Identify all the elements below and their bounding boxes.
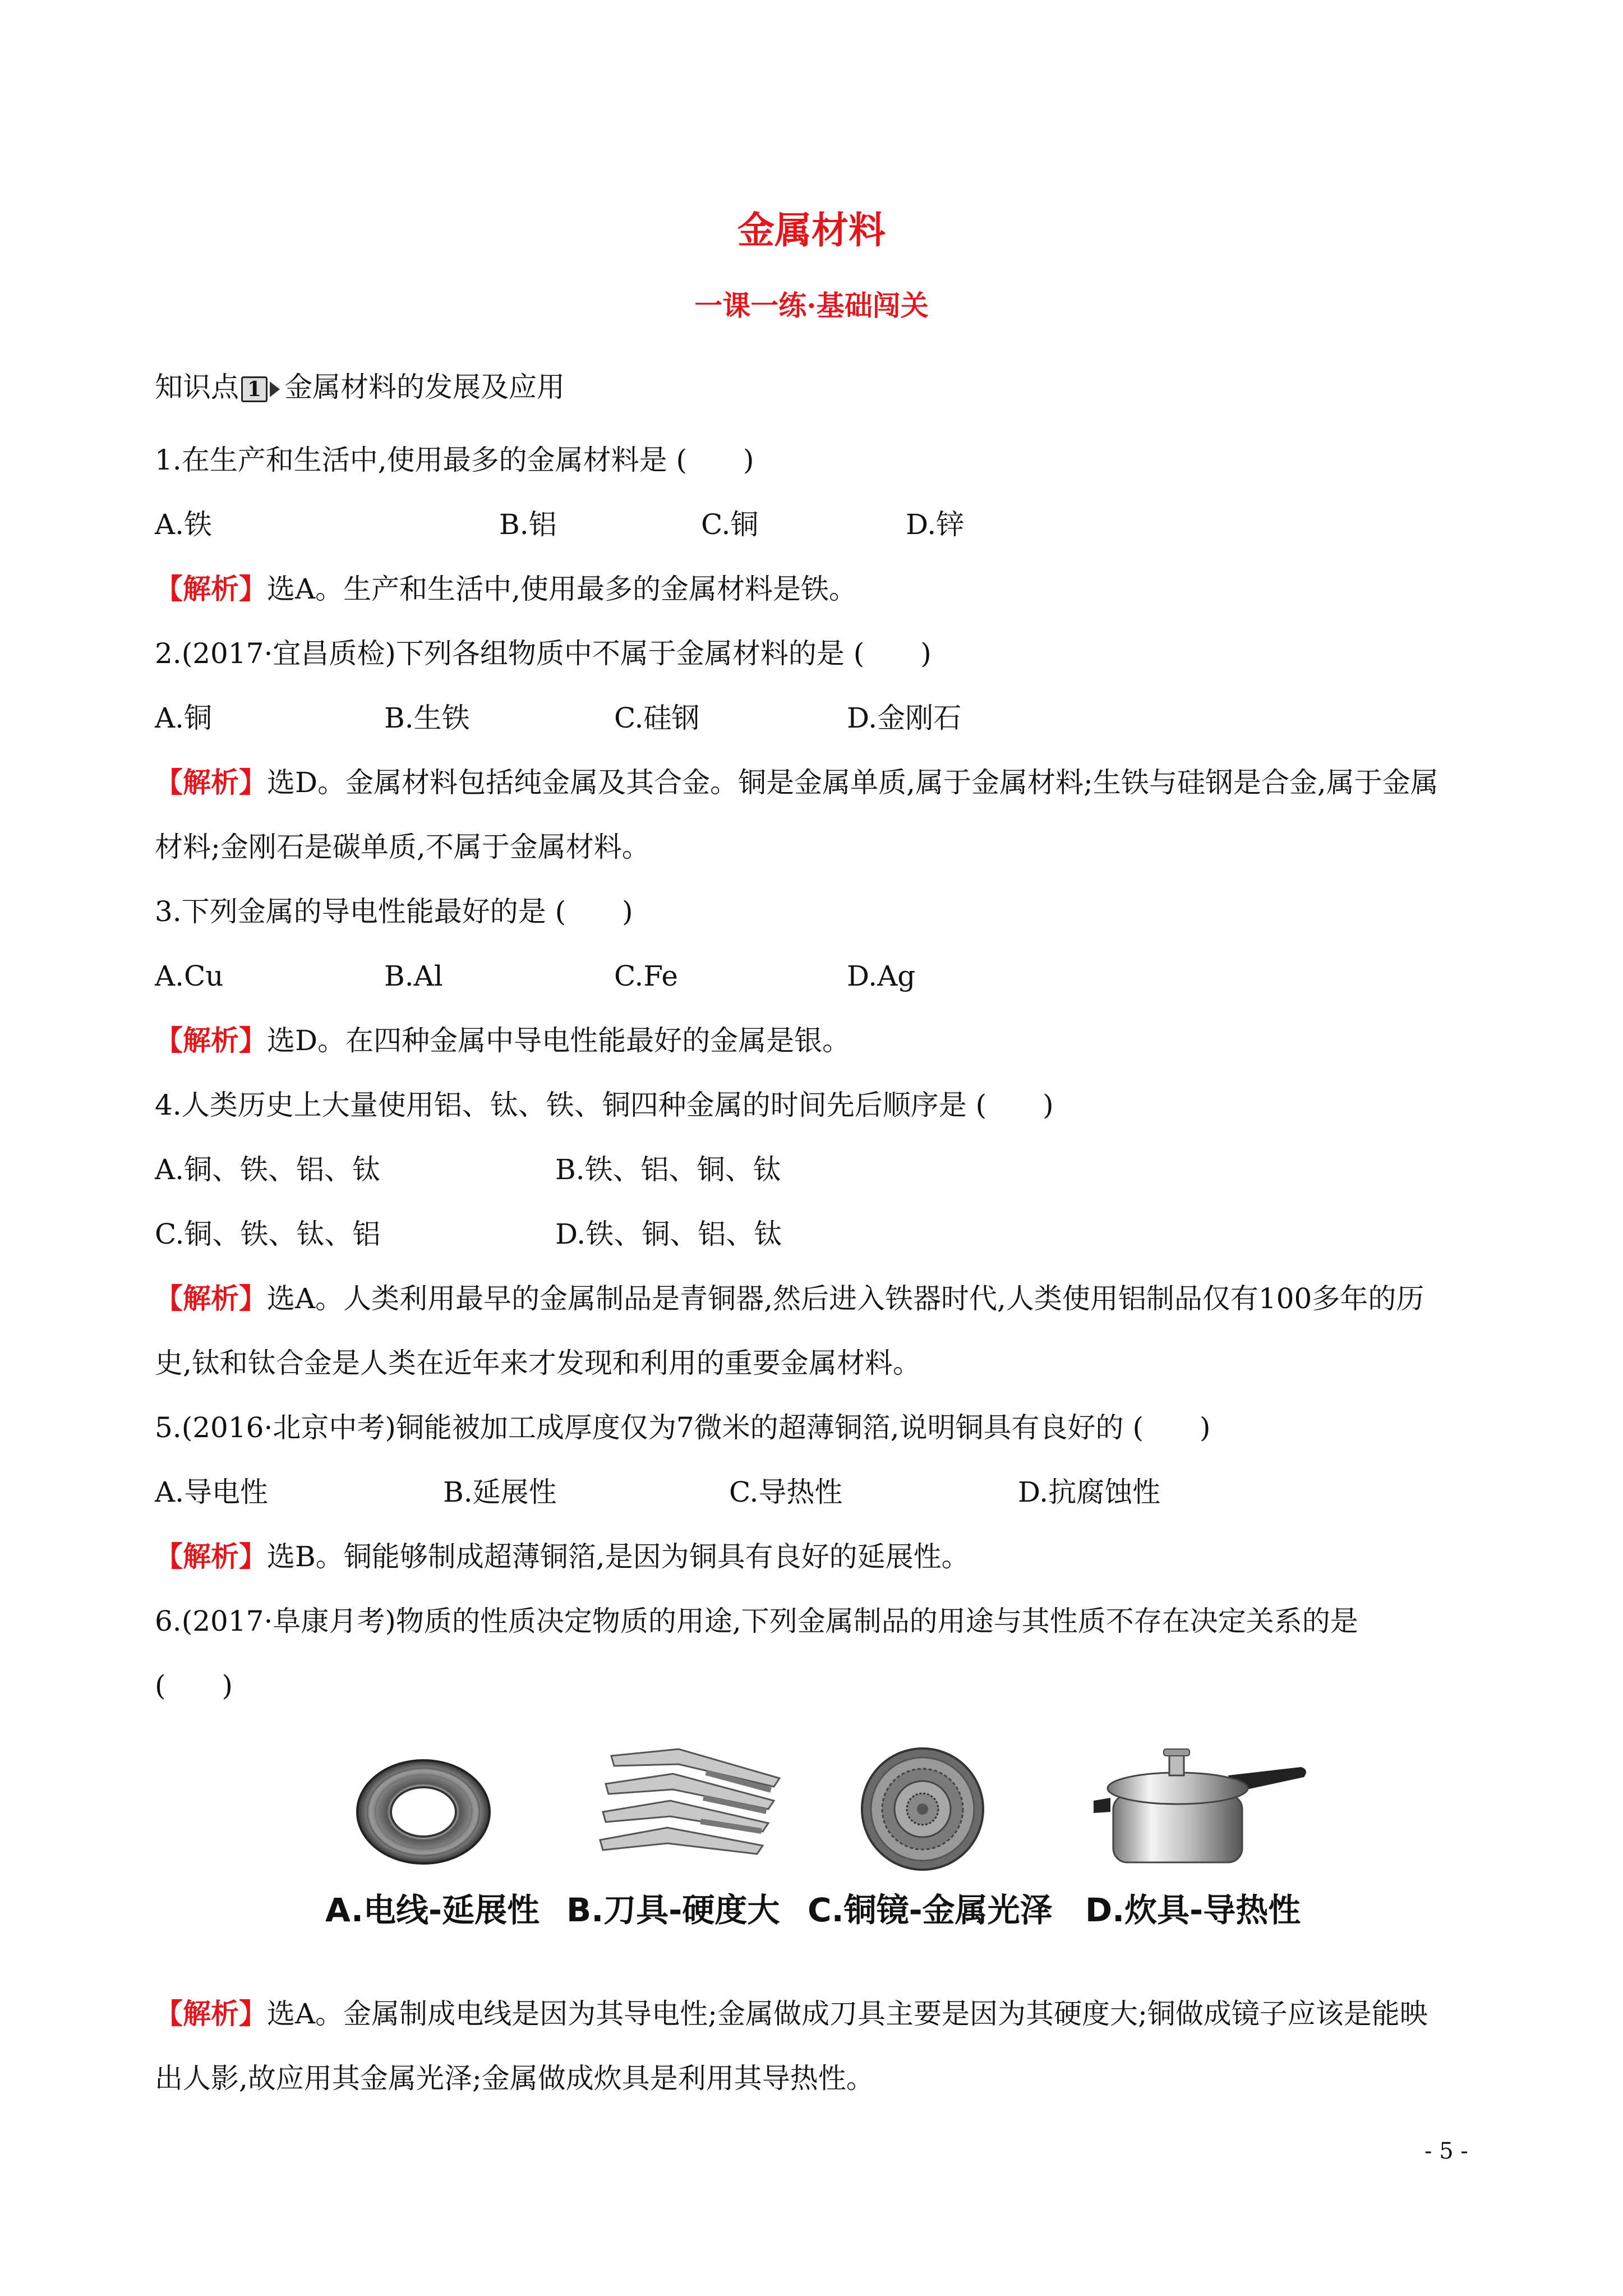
knives-image [594, 1739, 785, 1868]
q1-option-b: B.铝 [499, 508, 557, 541]
q4-option-c: C.铜、铁、钛、铝 [155, 1218, 381, 1250]
q4-option-b: B.铁、铝、铜、钛 [555, 1153, 781, 1186]
image-caption-c: C.铜镜-金属光泽 [808, 1891, 1053, 1929]
q1-option-d: D.锌 [906, 508, 965, 541]
q6-analysis-line1: 【解析】选A。金属制成电线是因为其导电性;金属做成刀具主要是因为其硬度大;铜做成镜子应该是能映 [155, 1997, 1428, 2030]
q4-analysis-line1: 【解析】选A。人类利用最早的金属制品是青铜器,然后进入铁器时代,人类使用铝制品仅有100多年的历 [155, 1282, 1424, 1315]
q1-option-c: C.铜 [701, 508, 759, 541]
q1-analysis: 【解析】选A。生产和生活中,使用最多的金属材料是铁。 [155, 572, 857, 605]
image-caption-b: B.刀具-硬度大 [566, 1891, 780, 1929]
q5-analysis: 【解析】选B。铜能够制成超薄铜箔,是因为铜具有良好的延展性。 [155, 1540, 970, 1573]
wire-coil-image [353, 1756, 494, 1868]
q4-option-a: A.铜、铁、铝、钛 [155, 1153, 381, 1186]
q5-option-c: C.导热性 [729, 1476, 843, 1508]
knowledge-point-heading: 知识点 1 金属材料的发展及应用 [155, 371, 565, 403]
question-3-stem: 3.下列金属的导电性能最好的是 ( ) [155, 895, 633, 928]
q5-option-a: A.导电性 [155, 1476, 269, 1508]
question-4-stem: 4.人类历史上大量使用铝、钛、铁、铜四种金属的时间先后顺序是 ( ) [155, 1089, 1054, 1121]
pressure-cooker-image [1088, 1745, 1312, 1874]
question-6-stem-line2: ( ) [155, 1669, 233, 1702]
q3-option-d: D.Ag [847, 960, 916, 992]
image-caption-a: A.电线-延展性 [325, 1891, 540, 1929]
arrow-icon [270, 381, 280, 397]
q2-option-d: D.金刚石 [847, 702, 962, 734]
page-title: 金属材料 [737, 208, 886, 252]
q2-analysis-line2: 材料;金刚石是碳单质,不属于金属材料。 [155, 831, 650, 863]
q3-option-c: C.Fe [614, 960, 678, 992]
q3-option-b: B.Al [384, 960, 443, 992]
q2-option-c: C.硅钢 [614, 702, 700, 734]
q2-option-b: B.生铁 [384, 702, 470, 734]
q6-analysis-line2: 出人影,故应用其金属光泽;金属做成炊具是利用其导热性。 [155, 2062, 874, 2095]
q1-option-a: A.铁 [155, 508, 213, 541]
q4-analysis-line2: 史,钛和钛合金是人类在近年来才发现和利用的重要金属材料。 [155, 1347, 921, 1379]
q5-option-d: D.抗腐蚀性 [1018, 1476, 1161, 1508]
bronze-mirror-image [858, 1745, 987, 1874]
q5-option-b: B.延展性 [443, 1476, 557, 1508]
question-2-stem: 2.(2017·宜昌质检)下列各组物质中不属于金属材料的是 ( ) [155, 637, 932, 670]
question-1-stem: 1.在生产和生活中,使用最多的金属材料是 ( ) [155, 444, 754, 476]
knowledge-number-badge: 1 [241, 376, 268, 402]
question-6-stem-line1: 6.(2017·阜康月考)物质的性质决定物质的用途,下列金属制品的用途与其性质不存在决定关系的是 [155, 1605, 1358, 1637]
page-number: - 5 - [1424, 2138, 1468, 2164]
image-caption-d: D.炊具-导热性 [1085, 1891, 1301, 1929]
q3-analysis: 【解析】选D。在四种金属中导电性能最好的金属是银。 [155, 1024, 851, 1057]
question-5-stem: 5.(2016·北京中考)铜能被加工成厚度仅为7微米的超薄铜箔,说明铜具有良好的 ( ) [155, 1411, 1211, 1444]
q4-option-d: D.铁、铜、铝、钛 [555, 1218, 782, 1250]
q2-analysis-line1: 【解析】选D。金属材料包括纯金属及其合金。铜是金属单质,属于金属材料;生铁与硅钢是合金,属于金属 [155, 766, 1438, 799]
page-subtitle: 一课一练·基础闯关 [694, 289, 929, 322]
q3-option-a: A.Cu [155, 960, 224, 992]
q2-option-a: A.铜 [155, 702, 213, 734]
